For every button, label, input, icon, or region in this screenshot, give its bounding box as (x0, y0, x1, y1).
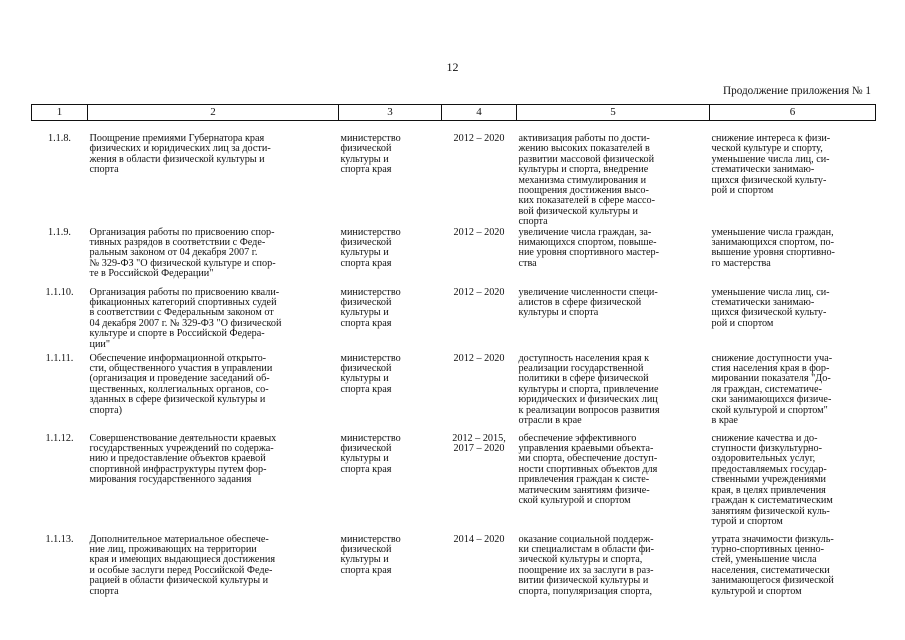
row-number: 1.1.8. (48, 133, 71, 144)
column-header: 5 (517, 105, 710, 121)
years-cell: 2012 – 2020 (453, 226, 505, 238)
result-cell: доступность населения края к реализации государственной политики в сфере физической культуры и спорта, привлечение юридических и физических лиц к реализации вопросов развития отрасли в крае (518, 352, 660, 427)
appendix-label: Продолжение приложения № 1 (723, 85, 871, 97)
table-row (32, 121, 876, 228)
column-header: 4 (442, 105, 517, 121)
column-header: 2 (88, 105, 339, 121)
page-number: 12 (446, 60, 459, 74)
table-row (32, 288, 876, 354)
consequence-cell: снижение доступности уча- стия населения края в фор- мировании показателя "До- ля граждан, систематиче- ски занимающихся физиче- ской культурой и спортом" в крае (711, 352, 833, 427)
years-cell: 2012 – 2020 (453, 352, 505, 364)
years-cell: 2014 – 2020 (453, 533, 505, 545)
table-header-row (32, 105, 876, 121)
activity-cell: Поощрение премиями Губернатора края физических и юридических лиц за дости- жения в области физической культуры и спорта (89, 133, 271, 176)
column-header: 6 (710, 105, 876, 121)
years-cell: 2012 – 2020 (453, 133, 505, 144)
consequence-cell: уменьшение числа лиц, си- стематически занимаю- щихся физической культу- рой и спортом (711, 286, 830, 329)
column-header: 1 (32, 105, 88, 121)
column-header: 3 (339, 105, 442, 121)
consequence-cell: снижение интереса к физи- ческой культуре и спорту, уменьшение числа лиц, си- стематически занимаю- щихся физической культу- рой и спортом (711, 133, 831, 197)
result-cell: активизация работы по дости- жению высоких показателей в развитии массовой физической культуры и спорта, внедрение механизма стимулирования и поощрения достижения высо- ких показателей в сфере массо- вой физической культуры и спорта (518, 133, 655, 228)
table-row (32, 434, 876, 535)
result-cell: увеличение численности специ- алистов в сфере физической культуры и спорта (518, 286, 658, 319)
result-cell: увеличение числа граждан, за- нимающихся спортом, повыше- ние уровня спортивного мастер- ства (518, 226, 659, 269)
years-cell: 2012 – 2015, 2017 – 2020 (452, 432, 506, 455)
row-number: 1.1.13. (45, 533, 74, 545)
result-cell: оказание социальной поддерж- ки специалистам в области фи- зической культуры и спорта, поощрение их за заслуги в раз- витии физической культуры и спорта, популяризация спорта, (518, 533, 655, 597)
row-number: 1.1.9. (48, 226, 71, 238)
years-cell: 2012 – 2020 (453, 286, 505, 298)
table-row (32, 354, 876, 434)
result-cell: обеспечение эффективного управления краевыми объекта- ми спорта, обеспечение доступ- ности спортивных объектов для привлечения граждан к систе- матическим занятиям физиче- ской культурой и спортом (518, 432, 658, 507)
activity-cell: Организация работы по присвоению квали- фикационных категорий спортивных судей в соответствии с Федеральным законом от 04 декабря 2007 г. № 329-ФЗ "О физической культуре и спорте в Российской Федера- ции" (89, 286, 282, 350)
executor-cell: министерство физической культуры и спорта края (340, 533, 401, 576)
consequence-cell: уменьшение числа граждан, занимающихся спортом, по- вышение уровня спортивно- го мастерства (711, 226, 835, 269)
activity-cell: Организация работы по присвоению спор- тивных разрядов в соответствии с Феде- ральным законом от 04 декабря 2007 г. № 329-ФЗ "О физической культуре и спор- те в Российской Федерации" (89, 226, 276, 280)
row-number: 1.1.12. (45, 432, 74, 444)
executor-cell: министерство физической культуры и спорта края (340, 133, 401, 176)
activity-cell: Дополнительное материальное обеспече- ние лиц, проживающих на территории края и имеющих выдающиеся достижения и особые заслуги перед Российской Феде- рацией в области физической культуры и спорта (89, 533, 276, 597)
row-number: 1.1.10. (45, 286, 74, 298)
row-number: 1.1.11. (45, 352, 74, 364)
consequence-cell: снижение качества и до- ступности физкультурно- оздоровительных услуг, предоставляемых государ- ственными учреждениями края, в целях привлечения граждан к систематическим занятиям физической куль- турой и спортом (711, 432, 833, 527)
executor-cell: министерство физической культуры и спорта края (340, 226, 401, 269)
activity-cell: Обеспечение информационной открыто- сти, общественного участия в управлении (организация и проведение заседаний об- щественных, коллегиальных органов, со- зданных в сфере физической культуры и спорта) (89, 352, 273, 416)
executor-cell: министерство физической культуры и спорта края (340, 352, 401, 395)
activity-cell: Совершенствование деятельности краевых государственных учреждений по содержа- нию и предоставление объектов краевой спортивной инфраструктуры путем фор- мирования государственного задания (89, 432, 277, 486)
document-table (31, 104, 876, 605)
table-row (32, 228, 876, 288)
executor-cell: министерство физической культуры и спорта края (340, 286, 401, 329)
consequence-cell: утрата значимости физкуль- турно-спортивных ценно- стей, уменьшение числа населения, систематически занимающегося физической культурой и спортом (711, 533, 834, 597)
executor-cell: министерство физической культуры и спорта края (340, 432, 401, 475)
table-row (32, 535, 876, 605)
